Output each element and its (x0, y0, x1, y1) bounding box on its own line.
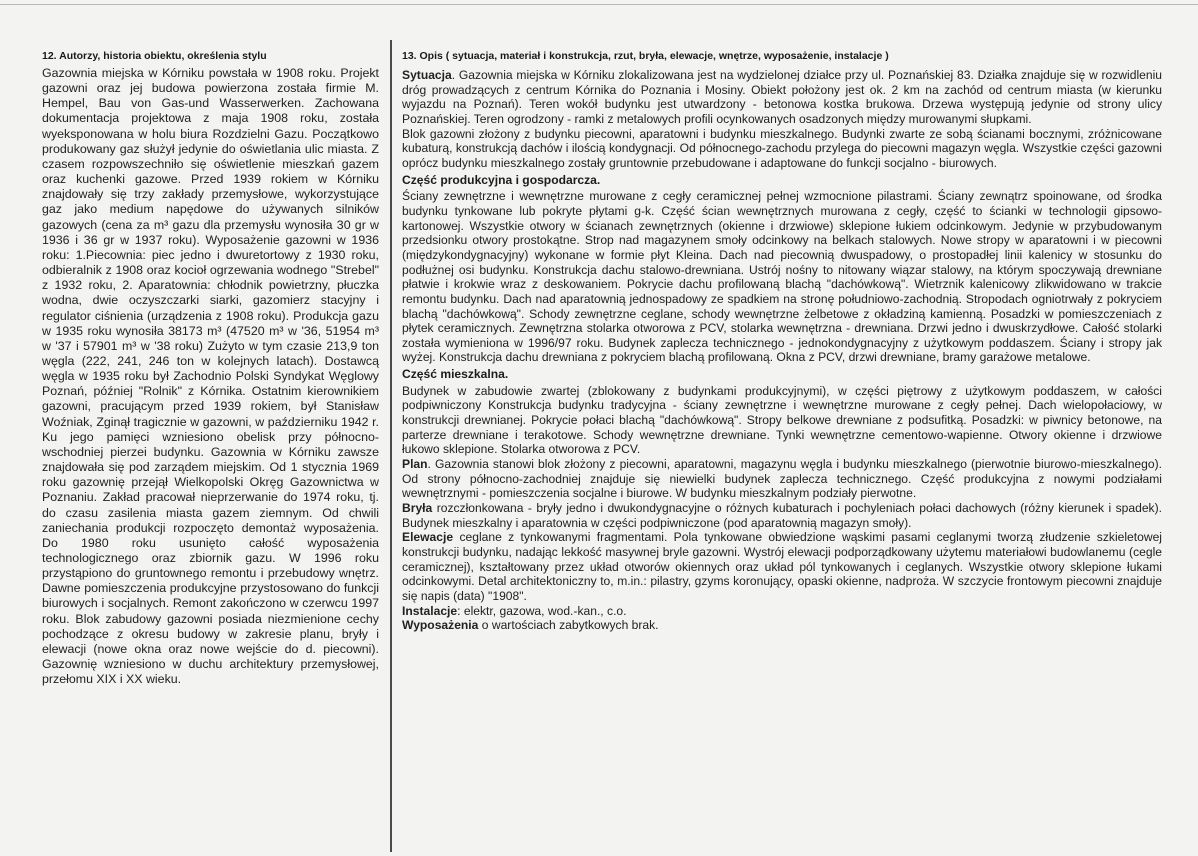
sytuacja-paragraph (402, 68, 1162, 127)
instalacje-paragraph (402, 604, 1162, 619)
wyposazenia-paragraph (402, 618, 1162, 633)
section-12-heading: 12. Autorzy, historia obiektu, określenia stylu (42, 50, 267, 62)
column-divider (390, 40, 392, 852)
wyposazenia-label: Wyposażenia (402, 618, 479, 633)
plan-paragraph (402, 457, 1162, 501)
bryla-text: rozczłonkowana - bryły jedno i dwukondygnacyjne o różnych kubaturach i pochyleniach połaci dachowych (różny kierunek i spadek). Budynek mieszkalny i aparatownia w części podpiwniczone (pod aparatownią magazyn smoły). (402, 501, 1162, 530)
history-text: Gazownia miejska w Kórniku powstała w 1908 roku. Projekt gazowni oraz jej budowa powierzona została firmie M. Hempel, Bau von Gas-und Wasserwerken. Zachowana dokumentacja projektowa z maja 1908 roku, została wyeksponowana w holu biura Rozdzielni Gazu. Początkowo produkowany gaz służył jedynie do oświetlania ulic miasta. Z czasem rozpowszechniło się oświetlenie mieszkań gazem oraz kuchenki gazowe. Przed 1939 rokiem w Kórniku znajdowały się trzy zakłady przemysłowe, wykorzystujące gaz jako medium napędowe do używanych silników gazowych (cena za m³ gazu dla przemysłu wynosiła 30 gr w 1936 i 36 gr w 1937 roku). Wyposażenie gazowni w 1936 roku: 1.Piecownia: piec jedno i dwuretortowy z 1930 roku, odbieralnik z 1908 oraz kocioł ogrzewania wodnego "Strebel" z 1932 roku, 2. Aparatownia: chłodnik powietrzny, płuczka wodna, dwie oczyszczarki siarki, gazomierz stacyjny i regulator ciśnienia (urządzenia z 1908 roku). Produkcja gazu w 1935 roku wynosiła 38173 m³ (47520 m³ w '36, 51954 m³ w '37 i 57901 m³ w '38 roku) Zużyto w tym czasie 213,9 ton węgla (222, 241, 246 ton w kolejnych latach). Dostawcą węgla w 1935 roku był Zachodnio Polski Syndykat Węglowy Poznań, później "Rolnik" z Kórnika. Ostatnim kierownikiem gazowni, pracującym przed 1939 rokiem, był Stanisław Woźniak, Zginął tragicznie w gazowni, w październiku 1942 r. Ku jego pamięci wzniesiono obelisk przy północno-wschodniej pierzei budynku. Gazownia w Kórniku zawsze znajdowała się pod zarządem miejskim. Od 1 stycznia 1969 roku gazownię przejął Wielkopolski Okręg Gazownictwa w Poznaniu. Zakład pracował nieprzerwanie do 1974 roku, tj. do czasu zasilenia miasta gazem ziemnym. Od chwili zaniechania produkcji rozpoczęto demontaż wyposażenia. Do 1980 roku usunięto całość wyposażenia technologicznego oraz zbiornik gazu. W 1996 roku przystąpiono do gruntownego remontu i przebudowy wnętrz. Dawne pomieszczenia produkcyjne przystosowano do funkcji biurowych i socjalnych. Remont zakończono w czerwcu 1997 roku. Blok zabudowy gazowni posiada niezmienione cechy pochodzące z okresu budowy w zakresie planu, bryły i elewacji (nowe okna oraz nowe wejście do d. piecowni). Gazownię wzniesiono w duchu architektury przemysłowej, przełomu XIX i XX wieku. (42, 66, 379, 687)
residential-heading: Część mieszkalna. (402, 367, 509, 382)
bryla-paragraph (402, 501, 1162, 530)
residential-paragraph: Budynek w zabudowie zwartej (zblokowany z budynkami produkcyjnymi), w części piętrowy z użytkowym poddaszem, w całości podpiwniczony Konstrukcja budynku tradycyjna - ściany zewnętrzne i wewnętrzne murowane z cegły pełnej. Dach wielopołaciowy, w konstrukcji drewnianej. Pokrycie połaci blachą "dachówkową". Stropy belkowe drewniane z podsufitką. Posadzki: w piwnicy betonowe, na parterze drewniane i terakotowe. Schody wewnętrzne drewniane. Tynki wewnętrzne cementowo-wapienne. Otwory okienne i drzwiowe łukowo sklepione. Stolarka otworowa z PCV. (402, 383, 1162, 457)
left-column (42, 50, 379, 687)
bryla-label: Bryła (402, 501, 433, 516)
instalacje-text: : elektr, gazowa, wod.-kan., c.o. (457, 603, 627, 618)
sytuacja-label: Sytuacja (402, 68, 452, 82)
wyposazenia-text: o wartościach zabytkowych brak. (478, 618, 659, 633)
production-paragraph: Ściany zewnętrzne i wewnętrzne murowane z cegły ceramicznej pełnej wzmocnione pilastrami. Ściany zewnątrz spoinowane, od środka budynku tynkowane lub pokryte płytami g-k. Część ścian wewnętrznych murowana z cegły, część to ścianki w technologii gipsowo-kartonowej. Wszystkie otwory w ścianach zewnętrznych (okienne i drzwiowe) sklepione łukiem odcinkowym. Jedynie w przybudowanym przedsionku otwory prostokątne. Strop nad magazynem smoły odcinkowy na belkach stalowych. Nowe stropy w aparatowni i w piecowni (międzykondygnacyjny) wykonane w formie płyt Kleina. Dach nad piecownią dwuspadowy, o prostopadłej linii kalenicy w stosunku do podłużnej osi budynku. Konstrukcja dachu stalowo-drewniana. Ustrój nośny to nitowany wiązar stalowy, na którym spoczywają drewniane płatwie i krokwie wraz z deskowaniem. Pokrycie dachu profilowaną blachą "dachówkową". Wietrznik kalenicowy zlikwidowano w trakcie remontu budynku. Dach nad aparatownią jednospadowy ze spadkiem na stronę południowo-zachodnią. Stropodach ogniotrwały z pokryciem blachą "dachówkową". Schody zewnętrzne ceglane, schody wewnętrzne żelbetowe z okładziną kamienną. Posadzki w pomieszczeniach z płytek ceramicznych. Zewnętrzna stolarka otworowa z PCV, stolarka wewnętrzna - drewniana. Drzwi jedno i dwuskrzydłowe. Całość stolarki została wymieniona w 1996/97 roku. Budynek zaplecza technicznego - jednokondygnacyjny z użytkowym poddaszem. Ściany i stropy jak wyżej. Konstrukcja dachu drewniana z pokryciem blachą profilowaną. Okna z PCV, drzwi drewniane, bramy garażowe metalowe. (402, 189, 1162, 365)
plan-text: . Gazownia stanowi blok złożony z piecowni, aparatowni, magazynu węgla i budynku mieszkalnego (pierwotnie biurowo-mieszkalnego). Od strony północno-zachodniej znajduje się niewielki budynek zaplecza technicznego. Część produkcyjna z nowymi podziałami wewnętrznymi - pomieszczenia socjalne i biurowe. W budynku mieszkalnym podziały pierwotne. (402, 457, 1162, 501)
elewacje-label: Elewacje (402, 530, 454, 545)
section-13-heading: 13. Opis ( sytuacja, materiał i konstrukcja, rzut, bryła, elewacje, wnętrze, wyposażenie, instalacje ) (402, 50, 889, 62)
production-heading: Część produkcyjna i gospodarcza. (402, 172, 601, 187)
top-rule (0, 4, 1198, 5)
right-column (402, 50, 1162, 633)
elewacje-text: ceglane z tynkowanymi fragmentami. Pola tynkowane obwiedzione wąskimi pasami ceglanymi tworzą złudzenie szkieletowej konstrukcji budynku, nadając lekkość masywnej bryle gazowni. Wystrój elewacji podporządkowany użytemu materiałowi budowlanemu (cegle ceramicznej), kształtowany przez układ otworów okiennych oraz układ pól tynkowanych i ceglanych. Wszystkie otwory sklepione łukami odcinkowymi. Detal architektoniczny to, m.in.: pilastry, gzyms koronujący, opaski okienne, nadproża. W szczycie frontowym piecowni znajduje się napis (data) "1908". (402, 530, 1162, 603)
blok-paragraph: Blok gazowni złożony z budynku piecowni, aparatowni i budynku mieszkalnego. Budynki zwarte ze sobą ścianami bocznymi, zróżnicowane kubaturą, konstrukcją dachów i ilością kondygnacji. Od północnego-zachodu przylega do piecowni magazyn węgla. Wszystkie części gazowni oprócz budynku mieszkalnego zostały gruntownie przebudowane i adaptowane do funkcji socjalno - biurowych. (402, 126, 1162, 170)
instalacje-label: Instalacje (402, 603, 458, 618)
sytuacja-text: . Gazownia miejska w Kórniku zlokalizowana jest na wydzielonej działce przy ul. Poznańskiej 83. Działka znajduje się w rozwidleniu dróg prowadzących z centrum Kórnika do Poznania i Mosiny. Obiekt położony jest ok. 2 km na zachód od centrum miasta (w kierunku wyjazdu na Poznań). Teren wokół budynku jest utwardzony - betonowa kostka brukowa. Drzewa występują jedynie od strony ulicy Poznańskiej. Teren ogrodzony - ramki z metalowych profili ocynkowanych osadzonych między murowanymi słupkami. (402, 68, 1162, 126)
plan-label: Plan (402, 457, 428, 472)
elewacje-paragraph (402, 530, 1162, 603)
